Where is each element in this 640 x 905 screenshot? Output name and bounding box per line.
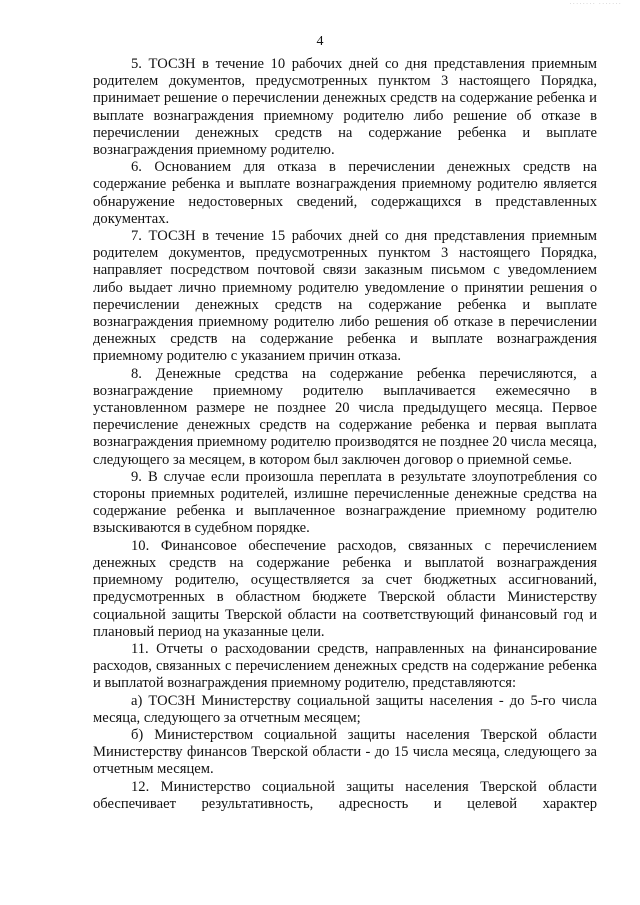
- document-body: [93, 56, 597, 813]
- paragraph-5: 5. ТОСЗН в течение 10 рабочих дней со дня представления приемным родителем документов, предусмотренных пунктом 3 настоящего Порядка, принимает решение о перечислении денежных средств на содержание ребенка и выплате вознаграждения приемному родителю либо решение об отказе в перечислении денежных средств на содержание ребенка и выплате вознаграждения приемному родителю.: [93, 56, 597, 159]
- paragraph-10: 10. Финансовое обеспечение расходов, связанных с перечислением денежных средств на содержание ребенка и выплатой вознаграждения приемному родителю, осуществляется за счет бюджетных ассигнований, предусмотренных в областном бюджете Тверской области Министерству социальной защиты Тверской области на соответствующий финансовый год и плановый период на указанные цели.: [93, 537, 597, 640]
- paragraph-8: 8. Денежные средства на содержание ребенка перечисляются, а вознаграждение приемному родителю выплачивается ежемесячно в установленном размере не позднее 20 числа предыдущего месяца. Первое перечисление денежных средств на содержание ребенка и первая выплата вознаграждения приемному родителю производятся не позднее 20 числа месяца, следующего за месяцем, в котором был заключен договор о приемной семье.: [93, 365, 597, 468]
- header-mark: ········ ·······: [569, 0, 622, 8]
- paragraph-11: 11. Отчеты о расходовании средств, направленных на финансирование расходов, связанных с перечислением денежных средств на содержание ребенка и выплатой вознаграждения приемному родителю, представляются:: [93, 640, 597, 692]
- page-number: 4: [316, 34, 324, 49]
- paragraph-11-a: а) ТОСЗН Министерству социальной защиты населения - до 5-го числа месяца, следующего за отчетным месяцем;: [93, 692, 597, 726]
- paragraph-11-b: б) Министерством социальной защиты населения Тверской области Министерству финансов Тверской области - до 15 числа месяца, следующего за отчетным месяцем.: [93, 726, 597, 778]
- paragraph-12: 12. Министерство социальной защиты населения Тверской области обеспечивает результативность, адресность и целевой характер: [93, 778, 597, 812]
- paragraph-6: 6. Основанием для отказа в перечислении денежных средств на содержание ребенка и выплате вознаграждения приемному родителю является обнаружение недостоверных сведений, содержащихся в представленных документах.: [93, 159, 597, 227]
- paragraph-7: 7. ТОСЗН в течение 15 рабочих дней со дня представления приемным родителем документов, предусмотренных пунктом 3 настоящего Порядка, направляет посредством почтовой связи заказным письмом с уведомлением либо выдает лично приемному родителю уведомление о принятии решения о перечислении денежных средств на содержание ребенка и выплате вознаграждения приемному родителю либо решения об отказе в перечислении денежных средств на содержание ребенка и выплате вознаграждения приемному родителю с указанием причин отказа.: [93, 228, 597, 365]
- paragraph-9: 9. В случае если произошла переплата в результате злоупотребления со стороны приемных родителей, излишне перечисленные денежные средства на содержание ребенка и выплаченное вознаграждение приемному родителю взыскиваются в судебном порядке.: [93, 468, 597, 537]
